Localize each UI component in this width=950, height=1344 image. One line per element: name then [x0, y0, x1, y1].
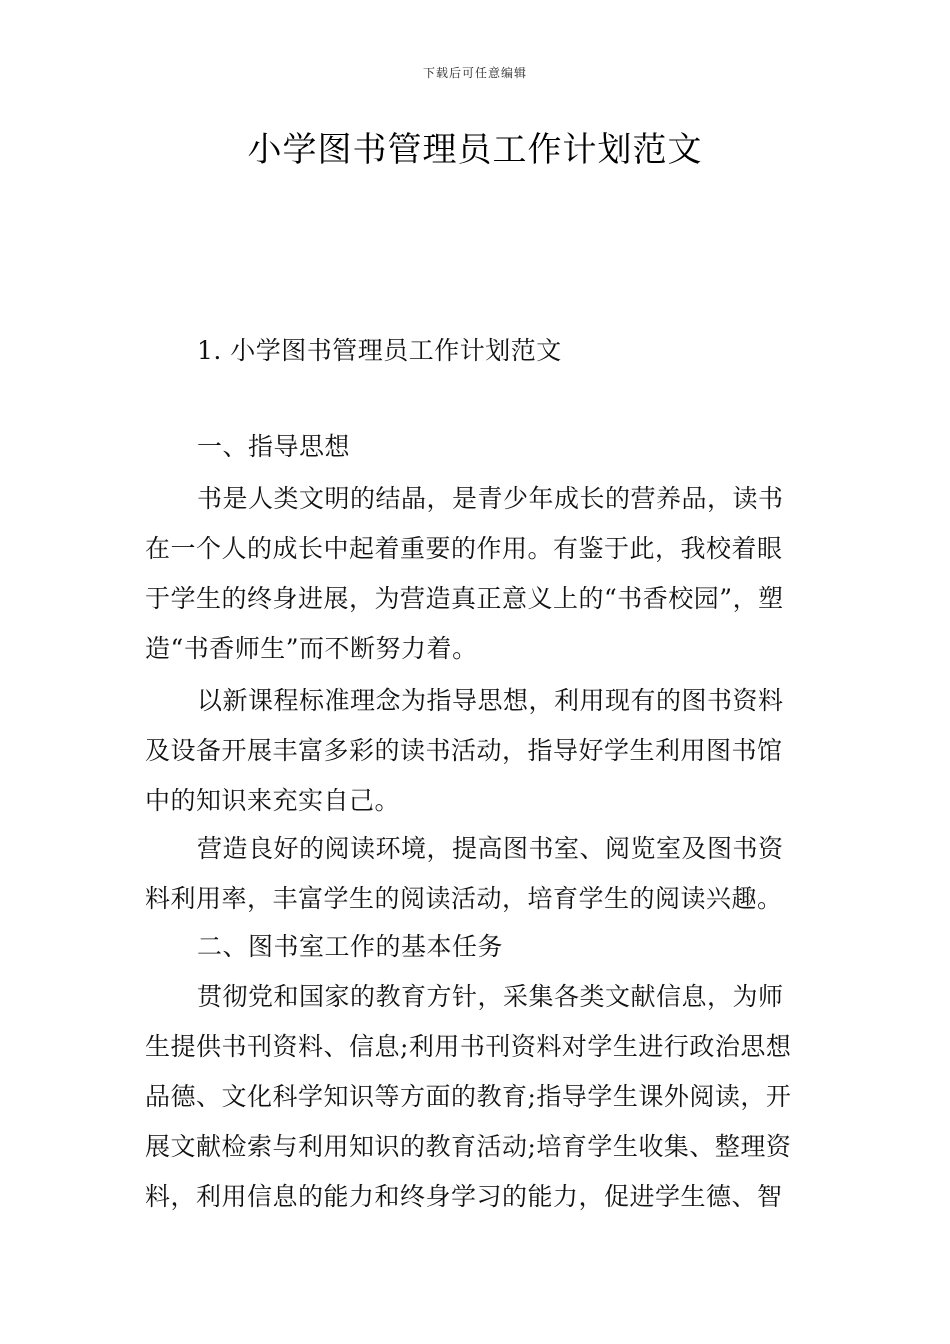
header-note: 下载后可任意编辑: [422, 66, 527, 80]
paragraph-guiding-1: 书是人类文明的结晶，是青少年成长的营养品，读书在一个人的成长中起着重要的作用。有鉴于此，我校着眼于学生的终身进展，为营造真正意义上的“书香校园”，塑造“书香师生”而不断努力着。: [145, 484, 784, 663]
paragraph-guiding-2: 以新课程标准理念为指导思想，利用现有的图书资料及设备开展丰富多彩的读书活动，指导好学生利用图书馆中的知识来充实自己。: [145, 686, 784, 815]
section-heading-guiding: 一、指导思想: [197, 432, 351, 461]
paragraph-guiding-3: 营造良好的阅读环境，提高图书室、阅览室及图书资料利用率，丰富学生的阅读活动，培育学生的阅读兴趣。: [145, 834, 784, 913]
paragraph-tasks-1: 贯彻党和国家的教育方针，采集各类文献信息，为师生提供书刊资料、信息;利用书刊资料对学生进行政治思想品德、文化科学知识等方面的教育;指导学生课外阅读，开展文献检索与利用知识的教育活动;培育学生收集、整理资料，利用信息的能力和终身学习的能力，促进学生德、智: [145, 982, 792, 1211]
document-title: 小学图书管理员工作计划范文: [247, 130, 703, 170]
document-subtitle: 1. 小学图书管理员工作计划范文: [197, 336, 562, 365]
section-heading-tasks: 二、图书室工作的基本任务: [197, 932, 504, 961]
